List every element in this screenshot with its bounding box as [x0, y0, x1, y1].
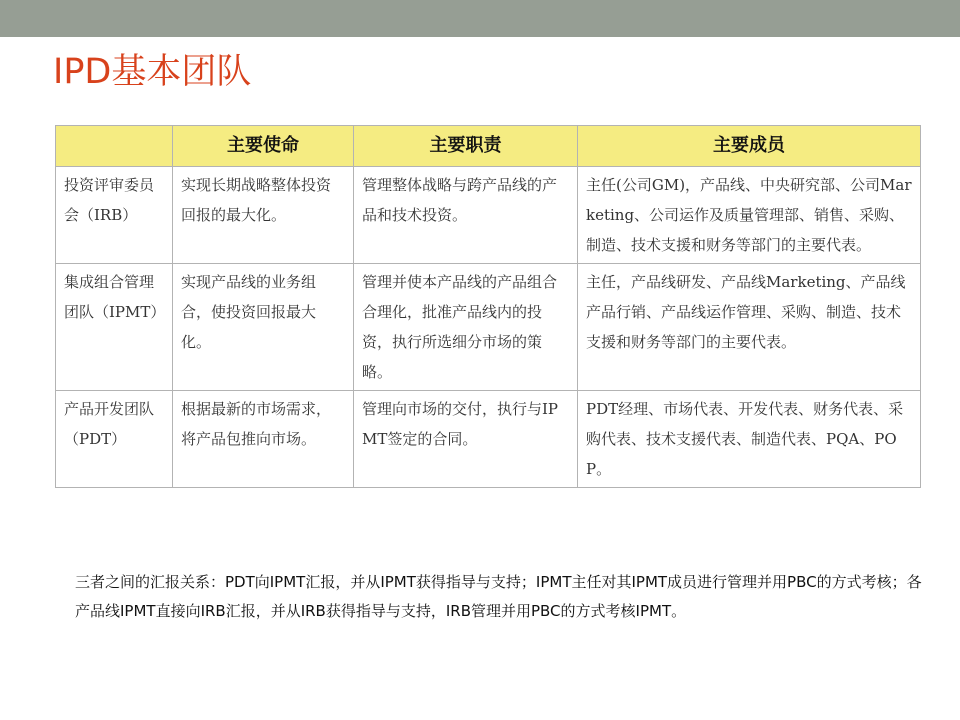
- table-row: [56, 264, 921, 391]
- duty-cell: 管理并使本产品线的产品组合合理化，批准产品线内的投资，执行所选细分市场的策略。: [354, 264, 578, 391]
- team-name-cell: 产品开发团队 （PDT）: [56, 391, 173, 488]
- slide-title: IPD基本团队: [53, 52, 252, 92]
- header-duty: 主要职责: [354, 126, 578, 167]
- team-name-cell: 投资评审委员会（IRB）: [56, 167, 173, 264]
- members-cell: 主任，产品线研发、产品线Marketing、产品线产品行销、产品线运作管理、采购、制造、技术支援和财务等部门的主要代表。: [578, 264, 921, 391]
- top-band: [0, 0, 960, 37]
- header-mission: 主要使命: [173, 126, 354, 167]
- mission-cell: 实现产品线的业务组合，使投资回报最大化。: [173, 264, 354, 391]
- members-cell: PDT经理、市场代表、开发代表、财务代表、采购代表、技术支援代表、制造代表、PQA、POP。: [578, 391, 921, 488]
- table-row: [56, 167, 921, 264]
- team-name-cell: 集成组合管理团队（IPMT）: [56, 264, 173, 391]
- mission-cell: 根据最新的市场需求，将产品包推向市场。: [173, 391, 354, 488]
- header-members: 主要成员: [578, 126, 921, 167]
- reporting-note: 三者之间的汇报关系：PDT向IPMT汇报，并从IPMT获得指导与支持；IPMT主任对其IPMT成员进行管理并用PBC的方式考核；各产品线IPMT直接向IRB汇报，并从IRB获得指导与支持，IRB管理并用PBC的方式考核IPMT。: [75, 573, 922, 620]
- header-blank-cell: [56, 126, 173, 167]
- duty-cell: 管理整体战略与跨产品线的产品和技术投资。: [354, 167, 578, 264]
- members-cell: 主任(公司GM)，产品线、中央研究部、公司Marketing、公司运作及质量管理部、销售、采购、制造、技术支援和财务等部门的主要代表。: [578, 167, 921, 264]
- table-header-row: [56, 126, 921, 167]
- ipd-team-table: [55, 125, 921, 488]
- duty-cell: 管理向市场的交付，执行与IPMT签定的合同。: [354, 391, 578, 488]
- table-row: [56, 391, 921, 488]
- mission-cell: 实现长期战略整体投资回报的最大化。: [173, 167, 354, 264]
